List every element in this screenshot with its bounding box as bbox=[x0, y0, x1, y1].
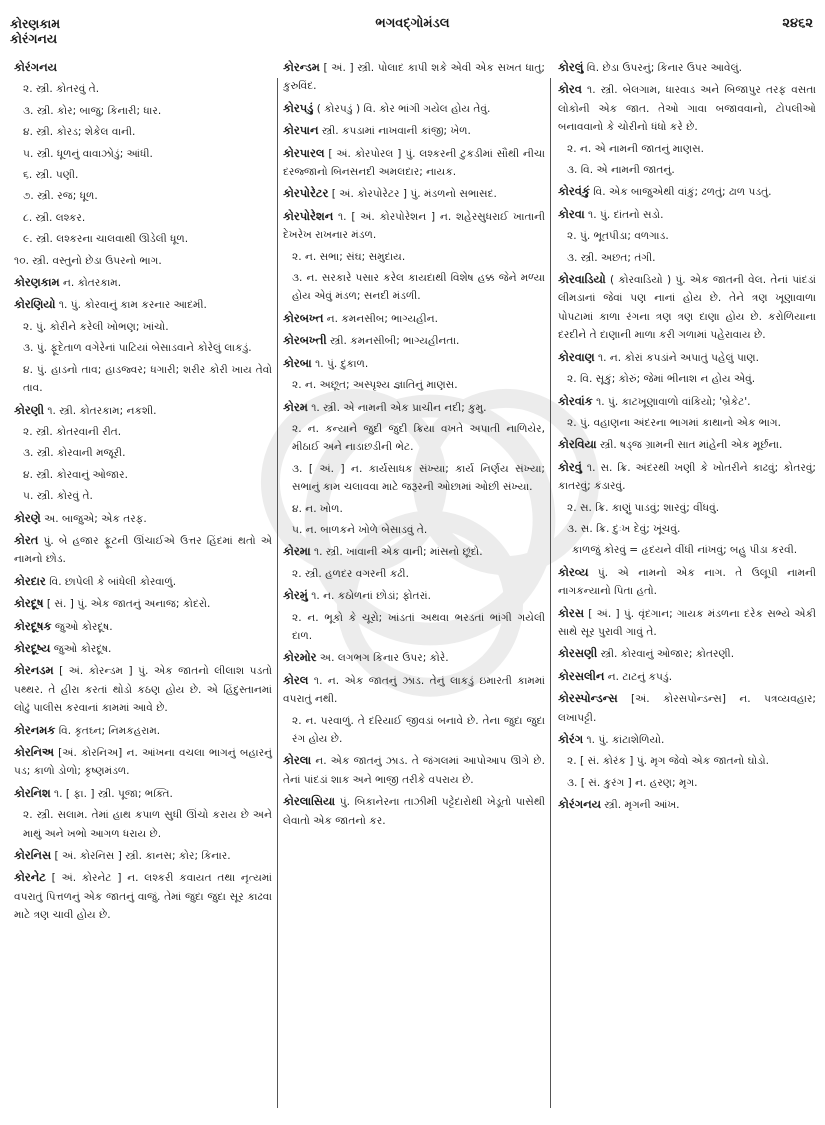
definition-sense: ૨. પું. વહાણના અંદરના ભાગમાં કાથાનો એક ભાગ. bbox=[567, 416, 781, 429]
definition: [અં. કોરસપોન્ડન્સ] ન. પત્રવ્યવહાર; લખાપટ્ટી. bbox=[558, 693, 816, 724]
page-number: ૨૪૬૨ bbox=[782, 16, 813, 31]
dictionary-columns bbox=[0, 58, 825, 1118]
definition-sense: ૪. પું. હાડનો તાવ; હાડજ્વર; ધગારી; શરીર કોરી ખાય તેવો તાવ. bbox=[23, 363, 272, 395]
dictionary-entry bbox=[558, 644, 816, 663]
definition: ૧. પું. કાટખૂણાવાળો વાંકિયો; 'બ્રેકેટ'. bbox=[592, 395, 751, 408]
dictionary-entry bbox=[283, 542, 545, 561]
definition-sense: ૩. વિ. એ નામની જાતનું. bbox=[567, 164, 675, 177]
definition: ૧. [ ફા. ] સ્ત્રી. પૂજા; ભક્તિ. bbox=[50, 787, 173, 800]
headword: કોરવાણ bbox=[558, 349, 595, 364]
definition: ૧. ન. એક જાતનું ઝાડ. તેનું લાકડું ઇમારતી કામમાં વપરાતું નથી. bbox=[283, 674, 545, 706]
headword: કોરપડું bbox=[283, 100, 314, 115]
column-middle bbox=[283, 58, 545, 833]
headword: કોરંગનય bbox=[558, 797, 601, 812]
definition: ૧. પું. કાંટાશેળિયો. bbox=[583, 734, 665, 746]
headword: કોરપોરેશન bbox=[283, 208, 334, 223]
dictionary-entry bbox=[283, 99, 545, 118]
dictionary-entry bbox=[14, 721, 272, 740]
headword: કોરલા bbox=[283, 753, 312, 768]
headword: કોરન્ડમ bbox=[283, 60, 320, 74]
dictionary-entry bbox=[283, 671, 545, 709]
dictionary-entry bbox=[558, 730, 816, 749]
guide-word-last: કોરંગનય bbox=[10, 31, 58, 46]
definition: સ્ત્રી. મૃગની આંખ. bbox=[600, 799, 680, 812]
dictionary-entry bbox=[558, 270, 816, 345]
definition-sense: ૨. ન. એ નામની જાતનું માણસ. bbox=[567, 142, 705, 155]
definition-sense: ૫. સ્ત્રી. કોરવું તે. bbox=[23, 490, 93, 503]
definition-sense: ૩. સ્ત્રી. કોર; બાજુ; કિનારી; ધાર. bbox=[23, 104, 162, 117]
dictionary-entry bbox=[283, 144, 545, 182]
definition-sense: ૨. પું. ભૂતપીડા; વળગાડ. bbox=[567, 230, 669, 243]
headword: કોરપારલ bbox=[283, 145, 325, 160]
definition: [અં. કોરનિઅ] ન. આંખના વચલા ભાગનું બહારનું પડ; કાળો ડોળો; કૃષ્ણમંડળ. bbox=[14, 747, 272, 778]
headword: કોરણે bbox=[14, 510, 41, 525]
definition: ૧. સ. ક્રિ. અંદરથી ખણી કે ખોતરીને કાઢવું; કોતરવું; કાતરવું; કંડારવું. bbox=[558, 461, 816, 493]
dictionary-entry bbox=[558, 182, 816, 201]
definition-sense: ૨. સ્ત્રી. સલામ. તેમાં હાથ કપાળ સુધી ઊંચો કરાય છે અને માથું અને ખભો આગળ ધરાય છે. bbox=[23, 809, 272, 840]
headword: કોરવંકું bbox=[558, 184, 590, 199]
definition: ( કોરપડું ) વિ. કોર ભાંગી ગયેલ હોય તેવું. bbox=[313, 102, 491, 115]
definition: ૧. પું. કોરવાનું કામ કરનાર આદમી. bbox=[55, 299, 207, 312]
dictionary-entry bbox=[14, 661, 272, 717]
definition: [ અં. ] સ્ત્રી. પોલાદ કાપી શકે એવી એક સખત ધાતુ; કુરુવિંદ. bbox=[283, 62, 545, 93]
definition: સ્ત્રી. કમનસીબી; ભાગ્યહીનતા. bbox=[326, 335, 460, 348]
headword: કોરલું bbox=[558, 60, 584, 74]
dictionary-entry bbox=[283, 648, 545, 667]
definition-sense: ૩. [ અં. ] ન. કાર્યસાધક સંખ્યા; કાર્ય નિર્ણય સંખ્યા; સભાનું કામ ચલાવવા માટે જરૂરની ઓછામાં ઓછી સંખ્યા. bbox=[292, 462, 545, 494]
headword: કોરદૂષ્ય bbox=[14, 640, 51, 655]
dictionary-entry bbox=[558, 667, 816, 686]
column-divider bbox=[277, 78, 278, 1108]
dictionary-entry bbox=[14, 295, 272, 314]
dictionary-entry bbox=[14, 617, 272, 636]
definition: ન. એક જાતનું ઝાડ. તે જંગલમાં આપોઆપ ઊગે છે. તેનાં પાંદડાં શાક અને ભાજી તરીકે વપરાય છે. bbox=[283, 755, 545, 786]
definition-sense: ૩. સ્ત્રી. કોરવાની મજૂરી. bbox=[23, 447, 126, 460]
definition-sense: ૮. સ્ત્રી. લશ્કર. bbox=[23, 211, 86, 224]
definition: ૧. પું. દુકાળ. bbox=[311, 357, 369, 370]
headword: કોરલાસિયા bbox=[283, 794, 336, 809]
headword: કોરમા bbox=[283, 544, 311, 559]
definition: ( કોરવાડિયો ) પું. એક જાતની વેલ. તેનાં પાંદડાં લીમડાનાં જેવાં પણ નાનાં હોય છે. તેને ત્રણ ખૂણાવાળા પોપટામાં કાળા રંગના ત્રણ ત્રણ દાણા હોય છે. કરોળિયાના દરદીને તે દાણાની માળા કરી ગળામાં પહેરાવાય છે. bbox=[558, 274, 816, 342]
headword: કોરનડમ bbox=[14, 663, 54, 678]
definition-sense: ૨. [ સં. કોરંક ] પું. મૃગ જેવો એક જાતનો ઘોડો. bbox=[567, 755, 769, 768]
headword: કોરવાડિયો bbox=[558, 272, 606, 287]
definition-sense: ૨. પું. કોરીને કરેલી ખોભણ; ખાંચો. bbox=[23, 320, 169, 333]
definition: [ અં. કોરપોરલ ] પું. લશ્કરની ટુકડીમાં સૌથી નીચા દરજ્જાનો બિનસનદી અમલદાર; નાયક. bbox=[283, 147, 545, 179]
dictionary-entry bbox=[14, 846, 272, 865]
headword: કોરદાર bbox=[14, 573, 46, 588]
definition: ૧. ન. કઠોળનાં છોડાં; ફોતરાં. bbox=[307, 590, 432, 603]
dictionary-entry bbox=[283, 58, 545, 96]
headword: કોરનિશ bbox=[14, 785, 51, 800]
definition-sense: ૨. ન. ભૂકો કે ચૂરો; ખાંડતાં અથવા ભરડતાં ભાંગી ગયેલી દાળ. bbox=[292, 611, 545, 642]
definition-sense: ૨. ન. અછૂત; અસ્પૃશ્ય જ્ઞાતિનું માણસ. bbox=[292, 379, 458, 392]
headword: કોરદૂષક bbox=[14, 618, 52, 633]
definition: ન. ટાટનું કપડું. bbox=[604, 670, 673, 683]
headword: કોરવા bbox=[558, 206, 585, 221]
definition: વિ. કૃતઘ્ન; નિમકહરામ. bbox=[55, 724, 161, 737]
definition-sense: ૩. પું. ફૂદેતાળ વગેરેનાં પાટિયાં બેસાડવાને કોરેલું લાકડું. bbox=[23, 342, 252, 355]
headword: કોરંગ bbox=[558, 732, 584, 746]
dictionary-entry bbox=[14, 868, 272, 924]
headword: કોરસ્પોન્ડન્સ bbox=[558, 691, 618, 706]
dictionary-entry bbox=[14, 531, 272, 569]
headword: કોરબખ્ત bbox=[283, 310, 324, 325]
definition: વિ. છેડા ઉપરનું; કિનાર ઉપર આવેલું. bbox=[583, 62, 743, 74]
definition-sense: ૨. સ્ત્રી. હળદર વગરની કઢી. bbox=[292, 567, 409, 580]
definition-sense: ૧૦. સ્ત્રી. વસ્તુનો છેડા ઉપરનો ભાગ. bbox=[14, 254, 162, 267]
dictionary-entry bbox=[283, 792, 545, 830]
dictionary-entry bbox=[558, 205, 816, 224]
dictionary-entry bbox=[558, 563, 816, 601]
headword: કોરસણી bbox=[558, 646, 598, 661]
headword: કોરપાન bbox=[283, 123, 319, 138]
headword: કોરબા bbox=[283, 355, 312, 370]
headword: કોરવાંક bbox=[558, 393, 593, 408]
headword: કોરણી bbox=[14, 402, 44, 417]
definition-sense: ૫. સ્ત્રી. ધૂળનું વાવાઝોડું; આંધી. bbox=[23, 147, 153, 160]
dictionary-entry bbox=[14, 743, 272, 781]
definition-sense: ૫. ન. બાળકને ખોળે બેસાડવું તે. bbox=[292, 523, 428, 536]
definition-sense: ૨. સ્ત્રી. કોતરવું તે. bbox=[23, 83, 100, 96]
definition: અ. લગભગ કિનાર ઉપર; કોરે. bbox=[316, 652, 449, 665]
definition: અ. બાજુએ; એક તરફ. bbox=[40, 512, 147, 525]
definition-sense: ૨. ન. પરવાળું. તે દરિયાઈ જીવડાં બનાવે છે. તેના જુદા જુદા રંગ હોય છે. bbox=[292, 714, 545, 745]
dictionary-entry bbox=[14, 509, 272, 528]
dictionary-entry bbox=[14, 639, 272, 658]
definition: [ અં. કોરનિસ ] સ્ત્રી. કાનસ; કોર; કિનાર. bbox=[51, 850, 231, 863]
dictionary-entry bbox=[14, 401, 272, 420]
definition-sense: કાળજું કોરવું = હૃદયને વીંધી નાંખવું; બહુ પીડા કરવી. bbox=[572, 544, 798, 557]
dictionary-entry bbox=[283, 398, 545, 417]
dictionary-entry bbox=[283, 586, 545, 605]
dictionary-entry bbox=[558, 458, 816, 496]
dictionary-title: ભગવદ્ગોમંડલ bbox=[375, 16, 450, 31]
dictionary-entry bbox=[283, 751, 545, 789]
headword: કોરબખ્તી bbox=[283, 333, 327, 348]
definition: જુઓ કોરદૂષ. bbox=[51, 620, 113, 633]
headword: કોરસ bbox=[558, 605, 585, 620]
column-right bbox=[558, 58, 816, 818]
definition: વિ. છાપેલી કે બાંધેલી કોરવાળું. bbox=[45, 575, 177, 588]
dictionary-entry bbox=[283, 309, 545, 328]
headword: કોરમોર bbox=[283, 650, 317, 665]
definition-sense: ૯. સ્ત્રી. લશ્કરના ચાલવાથી ઊડેલી ધૂળ. bbox=[23, 233, 189, 246]
definition: ૧. સ્ત્રી. કોતરકામ; નકશી. bbox=[43, 404, 157, 417]
dictionary-entry bbox=[14, 594, 272, 613]
definition-sense: ૩. ન. સરકારે પસાર કરેલ કાયદાથી વિશેષ હક્ક જેને મળ્યા હોય એવું મંડળ; સનદી મંડળી. bbox=[292, 272, 545, 303]
definition: ૧. ન. કોરાં કપડાંને અપાતું પહેલું પાણ. bbox=[594, 351, 760, 364]
definition: [ સં. ] પું. એક જાતનું અનાજ; કોદરો. bbox=[43, 598, 211, 611]
dictionary-entry bbox=[283, 354, 545, 373]
headword: કોરનિઅ bbox=[14, 745, 54, 759]
dictionary-entry bbox=[14, 784, 272, 803]
definition: ન. કોતરકામ. bbox=[59, 277, 122, 290]
dictionary-entry bbox=[558, 392, 816, 411]
guide-word-first: કોરણકામ bbox=[10, 16, 61, 31]
definition-sense: ૨. વિ. સૂકું; કોરું; જેમાં ભીનાશ ન હોય એવું. bbox=[567, 373, 756, 386]
definition-sense: ૨. ન. કન્યાને જુદી જુદી ક્રિયા વખતે અપાતી નાળિયેર, મીઠાઈ અને નાડાછડીની ભેટ. bbox=[292, 422, 545, 454]
headword: કોરમું bbox=[283, 588, 308, 603]
headword: કોરવિયા bbox=[558, 437, 597, 452]
dictionary-entry bbox=[283, 331, 545, 350]
definition: જુઓ કોરદૂષ. bbox=[50, 642, 112, 655]
dictionary-entry bbox=[558, 435, 816, 454]
headword: કોરવ્ય bbox=[558, 564, 589, 579]
dictionary-entry bbox=[283, 121, 545, 140]
definition: પું. બિકાનેરના તાઝીમી પટ્ટેદારોથી ખેડૂતો પાસેથી લેવાતો એક જાતનો કર. bbox=[283, 796, 545, 827]
page-header bbox=[0, 8, 825, 52]
definition-sense: ૩. સ. ક્રિ. દુઃખ દેવું; ખૂંચવું. bbox=[567, 522, 681, 535]
headword: કોરવું bbox=[558, 459, 582, 474]
definition: ૧. સ્ત્રી. ખાવાની એક વાની; માંસનો છૂંદો. bbox=[310, 546, 483, 559]
definition: ૧. પું. દાંતનો સડો. bbox=[584, 208, 664, 221]
definition-sense: ૭. સ્ત્રી. રજ; ધૂળ. bbox=[23, 190, 98, 203]
headword: કોરણિયો bbox=[14, 297, 56, 312]
dictionary-entry bbox=[558, 689, 816, 727]
dictionary-entry bbox=[558, 58, 816, 77]
definition: [ અં. કોરન્ડમ ] પું. એક જાતનો લીલાશ પડતો પથ્થર. તે હીરા કરતાં થોડો કઠણ હોય છે. એ હિંદુસ્તાનમાં લોઢું પાલીસ કરવાનાં કામમાં આવે છે. bbox=[14, 665, 272, 715]
dictionary-entry bbox=[558, 795, 816, 814]
headword: કોરવ bbox=[558, 82, 582, 97]
column-left bbox=[14, 58, 272, 928]
headword: કોરનિસ bbox=[14, 848, 52, 863]
definition: સ્ત્રી. કપડામાં નાખવાની કાંજી; ખેળ. bbox=[318, 125, 471, 138]
headword: કોરલ bbox=[283, 672, 309, 687]
definition: [ અં. કોરપોરેટર ] પું. મંડળનો સભાસદ. bbox=[328, 188, 497, 201]
definition-sense: ૪. સ્ત્રી. કોરવાનું ઓજાર. bbox=[23, 468, 128, 481]
definition: વિ. એક બાજુએથી વાંકું; ઢળતું; ઢાળ પડતું. bbox=[589, 186, 772, 199]
definition-sense: ૬. સ્ત્રી. પણી. bbox=[23, 169, 79, 182]
dictionary-entry bbox=[558, 80, 816, 136]
headword: કોરત bbox=[14, 532, 39, 547]
dictionary-entry bbox=[14, 58, 272, 77]
headword: કોરનમક bbox=[14, 722, 56, 737]
definition-sense: ૪. સ્ત્રી. કોરડ; શેકેલ વાની. bbox=[23, 126, 136, 139]
dictionary-entry bbox=[14, 572, 272, 591]
definition-sense: ૨. સ્ત્રી. કોતરવાની રીત. bbox=[23, 425, 122, 438]
headword: કોરસલીન bbox=[558, 668, 605, 683]
definition: ૧. સ્ત્રી. એ નામની એક પ્રાચીન નદી; કુમુ. bbox=[307, 401, 487, 414]
headword: કોરમ bbox=[283, 399, 308, 414]
headword: કોરપોરેટર bbox=[283, 186, 329, 201]
definition: સ્ત્રી. કોરવાનું ઓજાર; કોતરણી. bbox=[597, 648, 735, 661]
dictionary-entry bbox=[558, 604, 816, 642]
definition-sense: ૩. સ્ત્રી. અછત; તંગી. bbox=[567, 251, 656, 264]
definition: ૧. [ અં. કોરપોરેશન ] ન. શહેરસુધરાઈ ખાતાની દેખરેખ રાખનાર મંડળ. bbox=[283, 210, 545, 242]
definition: સ્ત્રી. ષડ્જ ગ્રામની સાત માંહેની એક મૂર્છના. bbox=[596, 439, 783, 452]
definition: [ અં. ] પું. વૃંદગાન; ગાયક મંડળના દરેક સભ્યે એકી સાથે સૂર પુરાવી ગાવું તે. bbox=[558, 607, 816, 638]
headword: કોરણકામ bbox=[14, 275, 60, 290]
definition: પું. એ નામનો એક નાગ. તે ઉલૂપી નામની નાગકન્યાનો પિતા હતો. bbox=[558, 566, 816, 598]
definition: ન. કમનસીબ; ભાગ્યહીન. bbox=[323, 312, 438, 325]
definition: પું. બે હજાર ફૂટની ઊંચાઈએ ઉત્તર હિંદમાં થતો એ નામનો છોડ. bbox=[14, 534, 272, 566]
column-divider bbox=[550, 78, 551, 1108]
dictionary-entry bbox=[558, 348, 816, 367]
headword: કોરંગનય bbox=[14, 60, 57, 74]
dictionary-entry bbox=[283, 184, 545, 203]
definition: ૧. સ્ત્રી. બેલગામ, ધારવાડ અને બિજાપુર તરફ વસતા લોકોની એક જાત. તેઓ ગાવા બજાવવાનો, ટોપલીઓ બનાવવાનો કે ચોરીનો ધંધો કરે છે. bbox=[558, 84, 816, 134]
dictionary-entry bbox=[283, 207, 545, 245]
definition-sense: ૩. [ સં. કુરંગ ] ન. હરણ; મૃગ. bbox=[567, 776, 698, 789]
definition-sense: ૪. ન. ખોળ. bbox=[292, 502, 343, 515]
definition: [ અં. કોરનેટ ] ન. લશ્કરી કવાયત તથા નૃત્યમાં વપરાતું પિત્તળનું એક જાતનું વાજું. તેમાં જુદા જુદા સૂર કાઢવા માટે ત્રણ ચાવી હોય છે. bbox=[14, 872, 272, 922]
definition-sense: ૨. સ. ક્રિ. કાણું પાડવું; શારવું; વીંધવું. bbox=[567, 501, 720, 514]
definition-sense: ૨. ન. સભા; સંઘ; સમુદાય. bbox=[292, 250, 406, 263]
dictionary-entry bbox=[14, 273, 272, 292]
headword: કોરનેટ bbox=[14, 870, 46, 885]
headword: કોરદૂષ bbox=[14, 596, 44, 611]
